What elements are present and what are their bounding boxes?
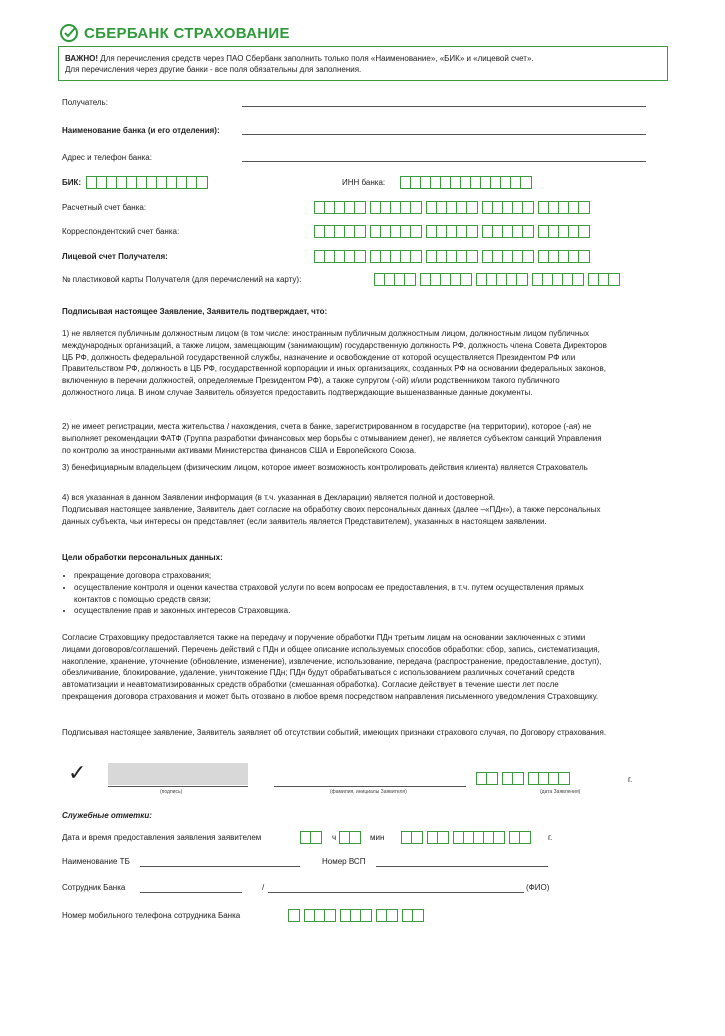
minutes-label: мин <box>370 833 385 842</box>
bik-input[interactable] <box>86 176 212 189</box>
card-label: № пластиковой карты Получателя (для перечислений на карту): <box>62 275 302 284</box>
inn-label: ИНН банка: <box>342 178 386 187</box>
statement-heading: Подписывая настоящее Заявление, Заявитель подтверждает, что: <box>62 307 328 316</box>
vsp-field[interactable] <box>376 866 548 867</box>
sign-caption: (подпись) <box>160 789 183 795</box>
logo-text: СБЕРБАНК СТРАХОВАНИЕ <box>84 24 290 42</box>
bank-address-field[interactable] <box>242 161 646 162</box>
service-year-label: г. <box>548 833 553 842</box>
important-notice <box>58 46 668 81</box>
notice-line1: Для перечисления средств через ПАО Сбербанк заполнить только поля «Наименование», «БИК» и «лицевой счет». <box>98 54 534 63</box>
statement-p2: 2) не имеет регистрации, места жительства / нахождения, счета в банке, зарегистрированном в государстве (на территории), которое (-ая) не выполняет рекомендации ФАТФ (Группа разработки финансовых мер борьбы с отмыванием денег), не является субъектом санкций Управления по контролю за иностранными активами Министерства финансов США и Европейского Союза. <box>62 422 602 455</box>
card-input[interactable] <box>374 273 624 286</box>
no-events-text: Подписывая настоящее заявление, Заявитель заявляет об отсутствии событий, имеющих признаки страхового случая, по Договору страхования. <box>62 728 607 737</box>
statement-p3: 3) бенефициарным владельцем (физическим лицом, которое имеет возможность контролировать действия клиента) является Страхователь <box>62 463 588 472</box>
name-caption: (фамилия, инициалы Заявителя) <box>330 789 407 795</box>
statement-p4: 4) вся указанная в данном Заявлении информация (в т.ч. указанная в Декларации) является полной и достоверной. <box>62 493 496 502</box>
date-input[interactable] <box>476 772 574 785</box>
sberbank-logo-icon <box>60 24 78 42</box>
checkmark-icon: ✓ <box>68 760 87 785</box>
corr-account-label: Корреспондентский счет банка: <box>62 227 180 236</box>
service-date-input[interactable] <box>401 831 535 844</box>
service-heading: Служебные отметки: <box>62 811 152 820</box>
bank-address-label: Адрес и телефон банка: <box>62 153 152 162</box>
corr-account-input[interactable] <box>314 225 594 238</box>
employee-label: Сотрудник Банка <box>62 883 126 892</box>
bik-label: БИК: <box>62 178 82 187</box>
date-caption: (дата Заявления) <box>540 789 581 795</box>
datetime-label: Дата и время предоставления заявления заявителем <box>62 833 262 842</box>
list-item: • прекращение договора страхования; <box>74 570 607 582</box>
minutes-input[interactable] <box>339 831 365 844</box>
tb-field[interactable] <box>140 866 300 867</box>
personal-account-input[interactable] <box>314 250 594 263</box>
name-line[interactable] <box>274 786 466 787</box>
personal-account-label: Лицевой счет Получателя: <box>62 252 168 261</box>
phone-label: Номер мобильного телефона сотрудника Банка <box>62 911 241 920</box>
hours-input[interactable] <box>300 831 326 844</box>
phone-input[interactable] <box>288 909 428 922</box>
statement-p5: Подписывая настоящее заявление, Заявитель дает согласие на обработку своих персональных данных (далее –«ПДн»), а также персональных данных субъекта, чьи интересы он представляет (если заявитель является Представителем), указанных в настоящем заявлении. <box>62 505 601 526</box>
employee-sign-field[interactable] <box>140 892 242 893</box>
bank-name-label: Наименование банка (и его отделения): <box>62 126 220 135</box>
logo <box>60 24 290 42</box>
list-item: • осуществление контроля и оценки качества страховой услуги по всем вопросам ее предоставления, в т.ч. путем осуществления прямых контактов с помощью средств связи; <box>74 582 607 606</box>
notice-line2: Для перечисления через другие банки - все поля обязательны для заполнения. <box>65 65 362 74</box>
recipient-label: Получатель: <box>62 98 108 107</box>
slash: / <box>262 883 265 892</box>
fio-label: (ФИО) <box>526 883 550 892</box>
employee-name-field[interactable] <box>268 892 524 893</box>
bank-name-field[interactable] <box>242 134 646 135</box>
vsp-label: Номер ВСП <box>322 857 366 866</box>
list-item: • осуществление прав и законных интересов Страховщика. <box>74 605 607 617</box>
purposes-list <box>62 570 607 617</box>
tb-label: Наименование ТБ <box>62 857 130 866</box>
signature-field[interactable] <box>108 763 248 785</box>
account-input[interactable] <box>314 201 594 214</box>
account-label: Расчетный счет банка: <box>62 203 147 212</box>
year-suffix: г. <box>628 775 633 784</box>
purposes-heading: Цели обработки персональных данных: <box>62 553 223 562</box>
hours-label: ч <box>332 833 337 842</box>
recipient-field[interactable] <box>242 106 646 107</box>
statement-p1: 1) не является публичным должностным лицом (в том числе: иностранным публичным должностным лицом, должностным лицом публичных международных организаций, а также лицом, замещающим (занимающим) государственную должность РФ, должность члена Совета Директоров ЦБ РФ, должность федеральной государственной службы, назначение и освобождение от которой осуществляется Президентом РФ или Правительством РФ, должность в ЦБ РФ, государственной корпорации и иных организациях, созданных РФ на основании федеральных законов, включенную в перечни должностей, определяемые Президентом РФ), а также супругом (-ой) и/или родственником такого публичного должностного лица. В ином случае Заявитель обязуется предоставить подтверждающие вышеназванные данные документы. <box>62 329 607 397</box>
signature-line <box>108 786 248 787</box>
notice-bold: ВАЖНО! <box>65 54 99 63</box>
inn-input[interactable] <box>400 176 536 189</box>
consent-text: Согласие Страховщику предоставляется также на передачу и поручение обработки ПДн третьим лицам на основании заключенных с этими лицами договоров/соглашений. Перечень действий с ПДн и общее описание используемых способов обработки: сбор, запись, систематизация, накопление, хранение, уточнение (обновление, изменение), извлечение, использование, передача (распространение, предоставление, доступ), обезличивание, блокирование, удаление, уничтожение ПДн; ПДн будут обрабатываться с использованием различных сочетаний средств автоматизации и неавтоматизированных средств обработки (смешанная обработка). Согласие действует в течение шести лет после прекращения договора страхования и может быть отозвано в любое время посредством направления письменного уведомления Страховщику. <box>62 633 602 701</box>
